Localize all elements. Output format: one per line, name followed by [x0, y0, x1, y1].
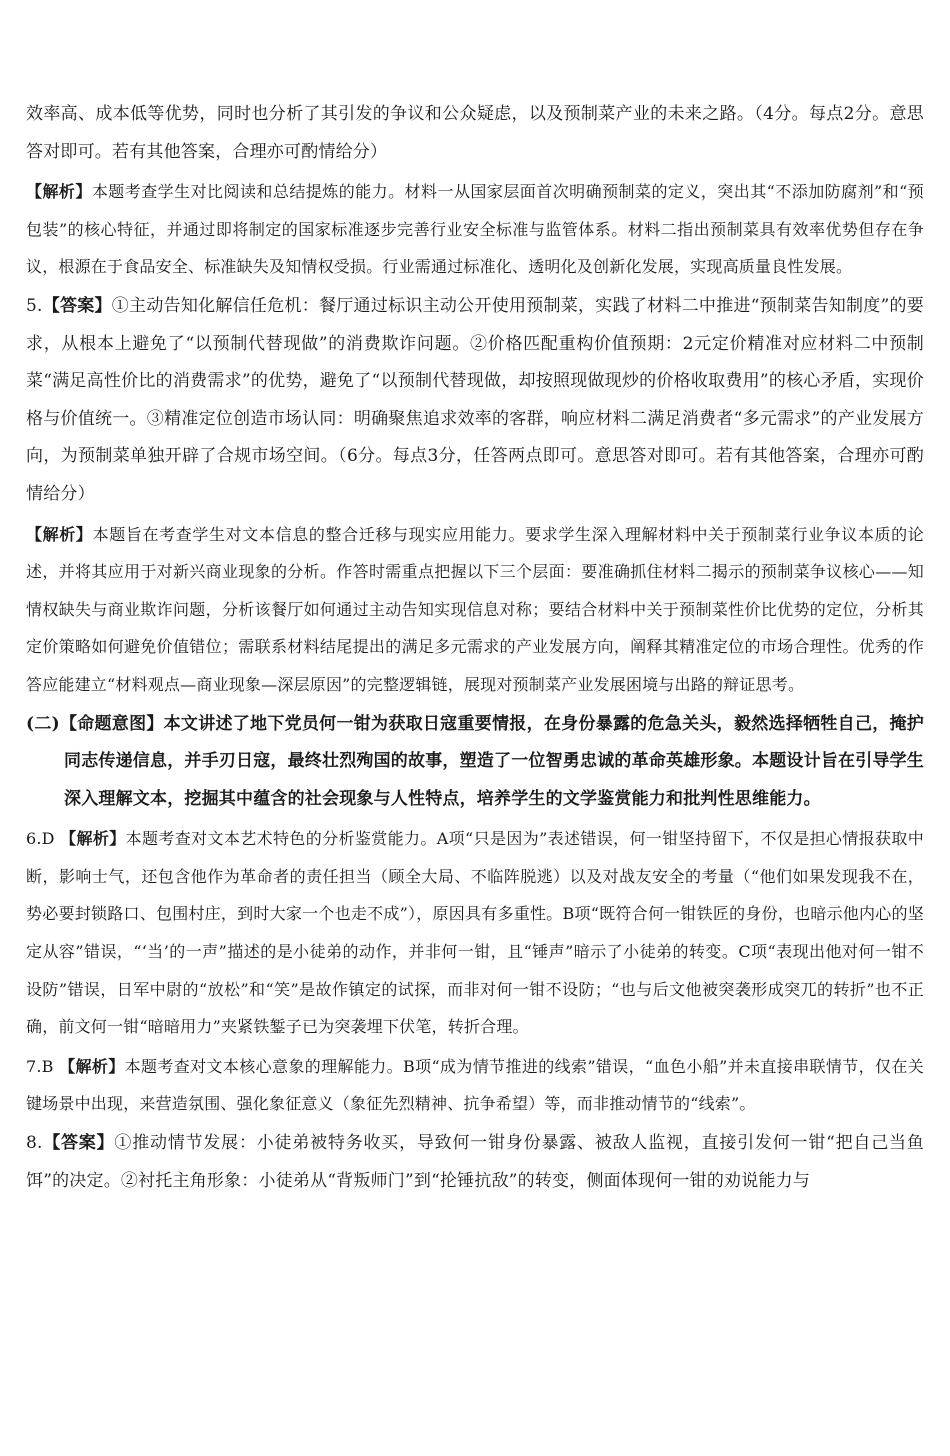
section-2-intent [26, 706, 924, 819]
paragraph-text: ①推动情节发展：小徒弟被特务收买，导致何一钳身份暴露、被敌人监视，直接引发何一钳“把自己当鱼饵”的决定。②衬托主角形象：小徒弟从“背叛师门”到“抡锤抗敌”的转变，侧面体现何一钳的劝说能力与 [26, 1133, 924, 1191]
analysis-4 [26, 173, 924, 286]
paragraph-text: 本题考查对文本核心意象的理解能力。B项“成为情节推进的线索”错误，“血色小船”并未直接串联情节，仅在关键场景中出现，来营造氛围、强化象征意义（象征先烈精神、抗争希望）等，而非推动情节的“线索”。 [26, 1056, 924, 1114]
analysis-label: 【解析】 [59, 1056, 125, 1076]
paragraph-text: 效率高、成本低等优势，同时也分析了其引发的争议和公众疑虑，以及预制菜产业的未来之路。（4分。每点2分。意思答对即可。若有其他答案，合理亦可酌情给分） [26, 104, 924, 162]
analysis-label: 【解析】 [60, 829, 126, 849]
question-number: 5. [26, 295, 43, 316]
intent-label: 【命题意图】 [59, 713, 164, 734]
analysis-label: 【解析】 [26, 182, 92, 202]
answer-8 [26, 1125, 924, 1200]
section-number: (二) [26, 713, 60, 734]
paragraph-text: 本题考查学生对比阅读和总结提炼的能力。材料一从国家层面首次明确预制菜的定义，突出其“不添加防腐剂”和“预包装”的核心特征，并通过即将制定的国家标准逐步完善行业安全标准与监管体系。材料二指出预制菜具有效率优势但存在争议，根源在于食品安全、标准缺失及知情权受损。行业需通过标准化、透明化及创新化发展，实现高质量良性发展。 [26, 182, 924, 277]
question-number: 8. [26, 1133, 43, 1154]
analysis-label: 【解析】 [26, 524, 93, 544]
question-number: 6.D [26, 829, 55, 849]
answer-label: 【答案】 [42, 295, 112, 316]
answer-label: 【答案】 [42, 1133, 115, 1154]
paragraph-text: 本题考查对文本艺术特色的分析鉴赏能力。A项“只是因为”表述错误，何一钳坚持留下，不仅是担心情报获取中断，影响士气，还包含他作为革命者的责任担当（顾全大局、不临阵脱逃）以及对战友安全的考量（“他们如果发现我不在，势必要封锁路口、包围村庄，到时大家一个也走不成”），原因具有多重性。B项“既符合何一钳铁匠的身份，也暗示他内心的坚定从容”错误，“‘当’的一声”描述的是小徒弟的动作，并非何一钳，且“锤声”暗示了小徒弟的转变。C项“表现出他对何一钳不设防”错误，日军中尉的“放松”和“笑”是故作镇定的试探，而非对何一钳不设防；“也与后文他被突袭形成突兀的转折”也不正确，前文何一钳“暗暗用力”夹紧铁錾子已为突袭埋下伏笔，转折合理。 [26, 829, 924, 1037]
analysis-5 [26, 516, 924, 704]
answer-7 [26, 1048, 924, 1123]
answer-4-continuation [26, 96, 924, 171]
paragraph-text: 本文讲述了地下党员何一钳为获取日寇重要情报，在身份暴露的危急关头，毅然选择牺牲自己，掩护同志传递信息，并手刃日寇，最终壮烈殉国的故事，塑造了一位智勇忠诚的革命英雄形象。本题设计旨在引导学生深入理解文本，挖掘其中蕴含的社会现象与人性特点，培养学生的文学鉴赏能力和批判性思维能力。 [64, 713, 924, 809]
question-number: 7.B [26, 1056, 54, 1076]
paragraph-text: ①主动告知化解信任危机：餐厅通过标识主动公开使用预制菜，实践了材料二中推进“预制菜告知制度”的要求，从根本上避免了“以预制代替现做”的消费欺诈问题。②价格匹配重构价值预期：2元定价精准对应材料二中预制菜“满足高性价比的消费需求”的优势，避免了“以预制代替现做，却按照现做现炒的价格收取费用”的核心矛盾，实现价格与价值统一。③精准定位创造市场认同：明确聚焦追求效率的客群，响应材料二满足消费者“多元需求”的产业发展方向，为预制菜单独开辟了合规市场空间。（6分。每点3分，任答两点即可。意思答对即可。若有其他答案，合理亦可酌情给分） [26, 295, 924, 504]
answer-6 [26, 820, 924, 1046]
paragraph-text: 本题旨在考查学生对文本信息的整合迁移与现实应用能力。要求学生深入理解材料中关于预制菜行业争议本质的论述，并将其应用于对新兴商业现象的分析。作答时需重点把握以下三个层面：要准确抓住材料二揭示的预制菜争议核心——知情权缺失与商业欺诈问题，分析该餐厅如何通过主动告知实现信息对称；要结合材料中关于预制菜性价比优势的定位，分析其定价策略如何避免价值错位；需联系材料结尾提出的满足多元需求的产业发展方向，阐释其精准定位的市场合理性。优秀的作答应能建立“材料观点—商业现象—深层原因”的完整逻辑链，展现对预制菜产业发展困境与出路的辩证思考。 [26, 524, 924, 694]
answer-5 [26, 288, 924, 514]
